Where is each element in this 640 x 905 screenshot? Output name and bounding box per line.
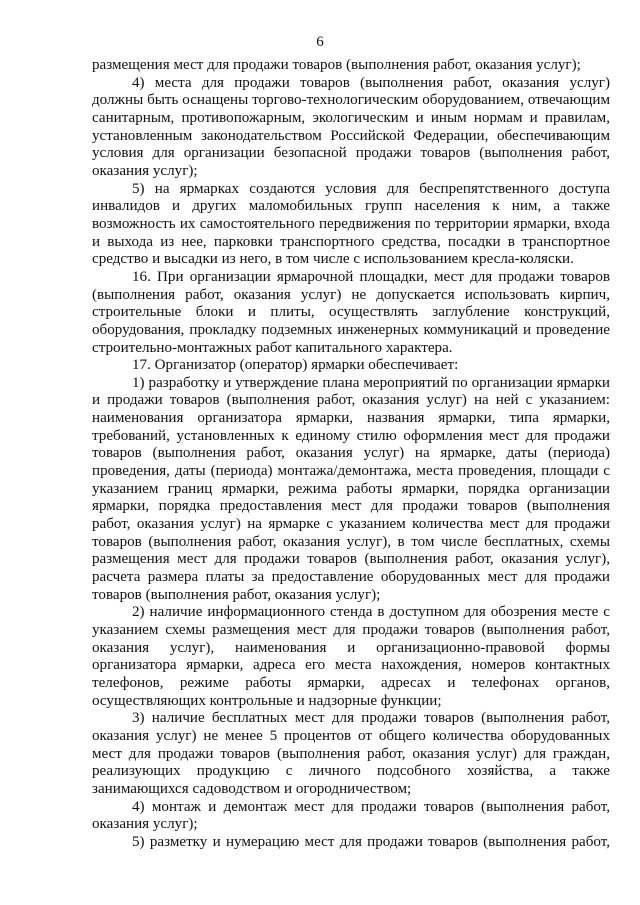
- document-body: [92, 57, 610, 852]
- paragraph-item-3-free-places: 3) наличие бесплатных мест для продажи товаров (выполнения работ, оказания услуг) не менее 5 процентов от общего количества оборудованных мест для продажи товаров (выполнения работ, оказания услуг) для граждан, реализующих продукцию с личного подсобного хозяйства, а также занимающихся садоводством и огородничеством;: [92, 710, 610, 797]
- paragraph-item-5-accessibility: 5) на ярмарках создаются условия для беспрепятственного доступа инвалидов и других маломобильных групп населения к ним, а также возможность их самостоятельного передвижения по территории ярмарки, входа и выхода из нее, парковки транспортного средства, посадки в транспортное средство и высадки из него, в том числе с использованием кресла-коляски.: [92, 180, 610, 268]
- paragraph-item-5-marking: 5) разметку и нумерацию мест для продажи товаров (выполнения работ,: [132, 833, 610, 850]
- paragraph-item-1-plan: 1) разработку и утверждение плана мероприятий по организации ярмарки и продажи товаров (выполнения работ, оказания услуг) на ней с указанием: наименования организатора ярмарки, названия ярмарки, типа ярмарки, требований, установленных к единому стилю оформления мест для продажи товаров (выполнения работ, оказания услуг) на ярмарке, даты (периода) проведения, даты (периода) монтажа/демонтажа, места проведения, площади с указанием границ ярмарки, режима работы ярмарки, порядка организации ярмарки, порядка предоставления мест для продажи товаров (выполнения работ, оказания услуг) на ярмарке с указанием количества мест для продажи товаров (выполнения работ, оказания услуг), в том числе бесплатных, схемы размещения мест для продажи товаров (выполнения работ, оказания услуг), расчета размера платы за предоставление оборудованных мест для продажи товаров (выполнения работ, оказания услуг);: [92, 374, 610, 603]
- paragraph-item-4-mounting: 4) монтаж и демонтаж мест для продажи товаров (выполнения работ, оказания услуг);: [92, 798, 610, 833]
- paragraph-continuation: размещения мест для продажи товаров (выполнения работ, оказания услуг);: [92, 57, 581, 73]
- paragraph-clause-17: 17. Организатор (оператор) ярмарки обеспечивает:: [132, 357, 459, 374]
- paragraph-item-2-info-stand: 2) наличие информационного стенда в доступном для обозрения месте с указанием схемы размещения мест для продажи товаров (выполнения работ, оказания услуг), наименования и организационно-правовой формы организатора ярмарки, адреса его места нахождения, номеров контактных телефонов, режиме работы ярмарки, адресах и телефонах органов, осуществляющих контрольные и надзорные функции;: [92, 604, 610, 709]
- page-number: 6: [316, 34, 324, 50]
- paragraph-clause-16: 16. При организации ярмарочной площадки, мест для продажи товаров (выполнения работ, оказания услуг) не допускается использовать кирпич, строительные блоки и плиты, осуществлять заглубление конструкций, оборудования, прокладку подземных инженерных коммуникаций и проведение строительно-монтажных работ капитального характера.: [92, 268, 610, 356]
- paragraph-item-4-equipment: 4) места для продажи товаров (выполнения работ, оказания услуг) должны быть оснащены торгово-технологическим оборудованием, отвечающим санитарным, противопожарным, экологическим и иным нормам и правилам, установленным законодательством Российской Федерации, обеспечивающим условия для организации безопасной продажи товаров (выполнения работ, оказания услуг);: [92, 74, 610, 179]
